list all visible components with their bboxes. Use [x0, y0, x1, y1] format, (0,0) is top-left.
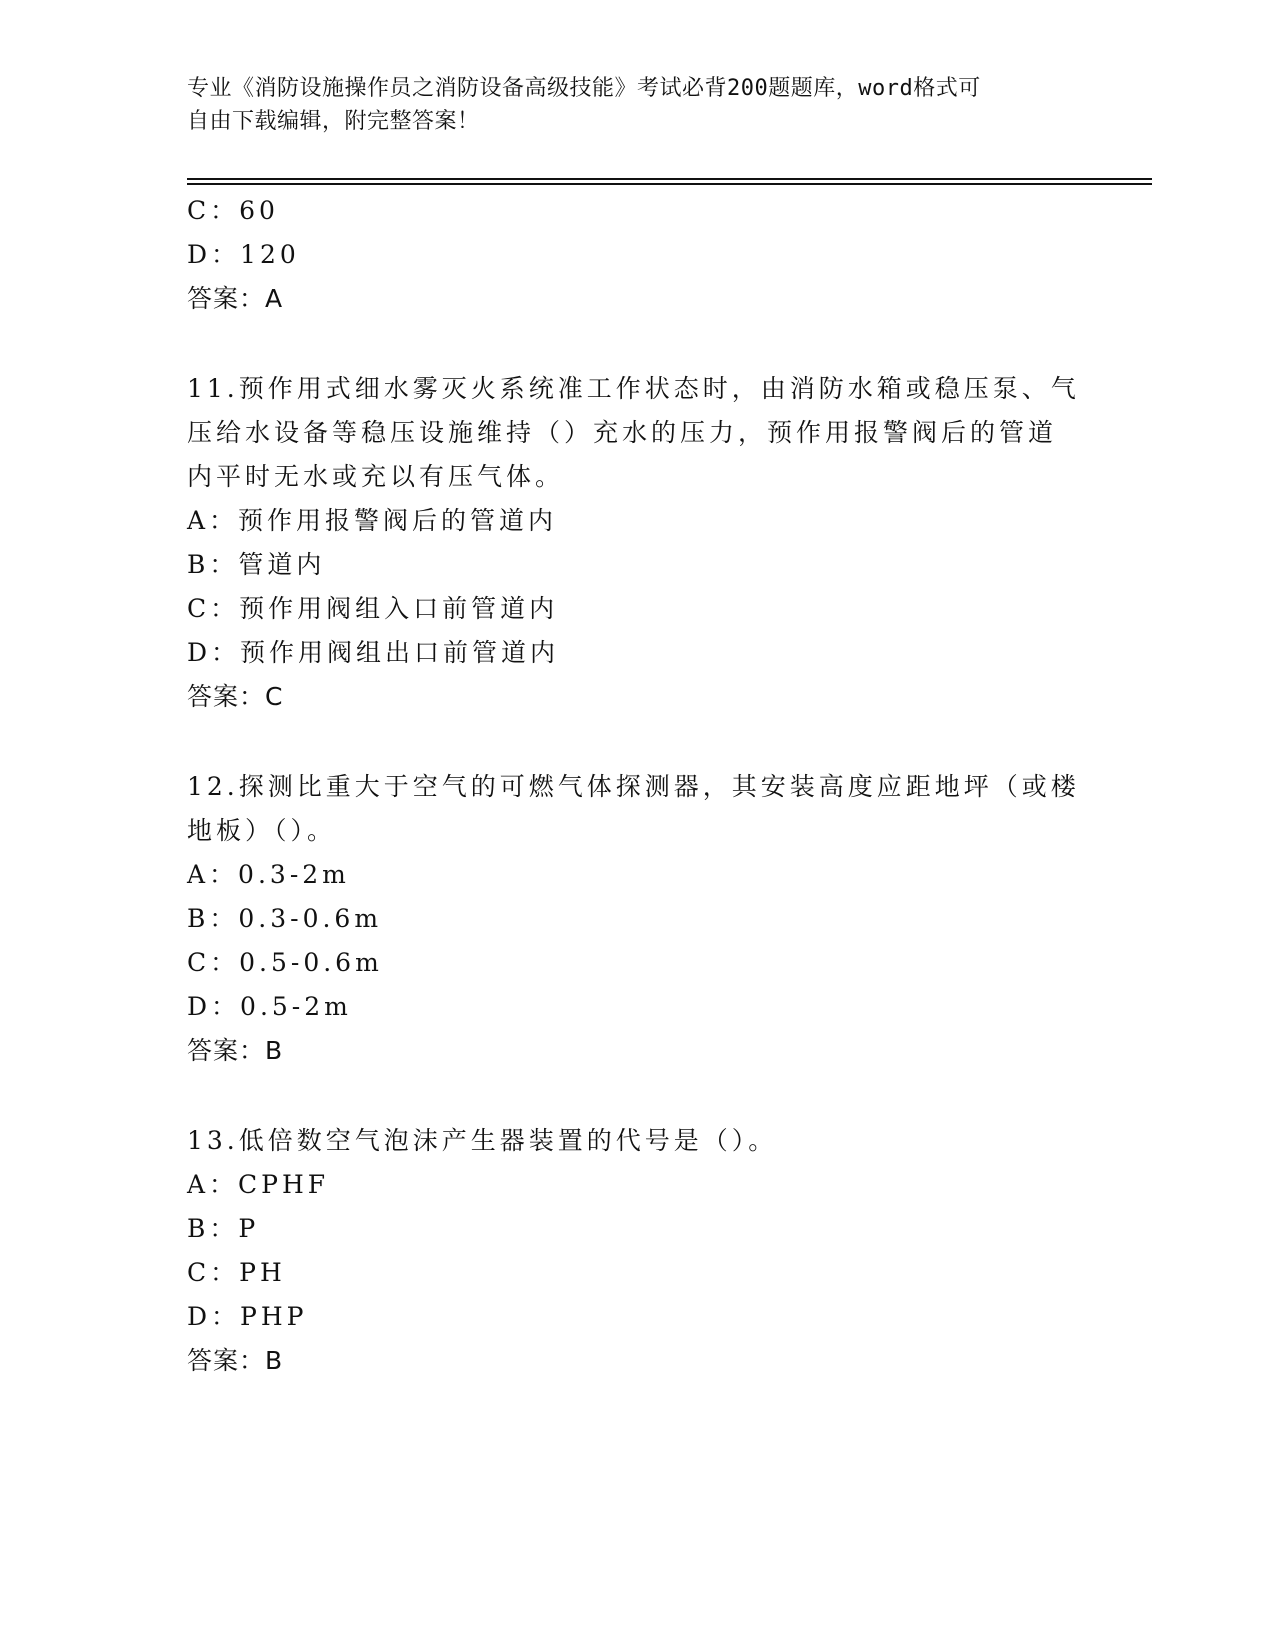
header-rule-top [187, 178, 1152, 180]
q11-stem-line-2: 压给水设备等稳压设施维持（）充水的压力，预作用报警阀后的管道 [187, 418, 1058, 447]
q11-stem-line-3: 内平时无水或充以有压气体。 [187, 462, 565, 491]
q11-option-d: D：预作用阀组出口前管道内 [187, 638, 560, 667]
q13-option-c: C：PH [187, 1258, 286, 1287]
q12-stem-line-1: 12.探测比重大于空气的可燃气体探测器，其安装高度应距地坪（或楼 [187, 772, 1080, 801]
document-header [187, 72, 1087, 138]
q12-option-b: B：0.3-0.6m [187, 904, 383, 933]
q11-answer: 答案：C [187, 682, 284, 711]
q11-option-c: C：预作用阀组入口前管道内 [187, 594, 559, 623]
q10-option-c: C：60 [187, 196, 279, 225]
q12-option-a: A：0.3-2m [187, 860, 350, 889]
q13-answer: 答案：B [187, 1346, 284, 1375]
header-rule-bottom [187, 183, 1152, 185]
q13-option-d: D：PHP [187, 1302, 308, 1331]
q11-option-a: A：预作用报警阀后的管道内 [187, 506, 558, 535]
header-line-1: 专业《消防设施操作员之消防设备高级技能》考试必背200题题库，word格式可 [187, 76, 981, 101]
q13-option-a: A：CPHF [187, 1170, 330, 1199]
q13-option-b: B：P [187, 1214, 260, 1243]
q12-option-d: D：0.5-2m [187, 992, 352, 1021]
q12-option-c: C：0.5-0.6m [187, 948, 383, 977]
q12-answer: 答案：B [187, 1036, 284, 1065]
q12-stem-line-2: 地板）（）。 [187, 816, 337, 845]
q10-answer: 答案：A [187, 284, 284, 313]
q11-stem-line-1: 11.预作用式细水雾灭火系统准工作状态时，由消防水箱或稳压泵、气 [187, 374, 1080, 403]
header-line-2: 自由下载编辑，附完整答案！ [187, 109, 480, 134]
q11-option-b: B：管道内 [187, 550, 326, 579]
q10-option-d: D：120 [187, 240, 300, 269]
q13-stem-line-1: 13.低倍数空气泡沫产生器装置的代号是（）。 [187, 1126, 778, 1155]
